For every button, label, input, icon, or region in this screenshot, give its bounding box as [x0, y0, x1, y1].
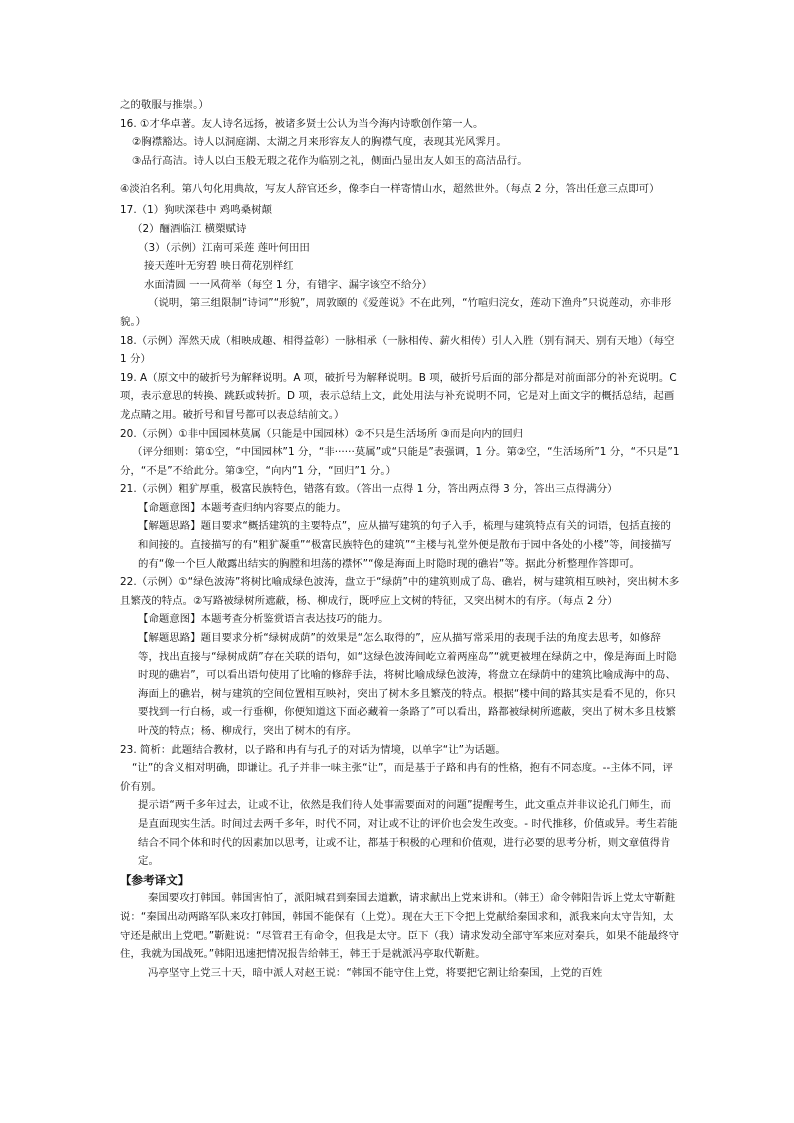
answer-21-approach: 【解题思路】题目要求“概括建筑的主要特点”，应从描写建筑的句子入手，梳理与建筑特点有关的词语，包括直接的和间接的。直接描写的有“粗犷凝重”“极富民族特色的建筑”“主楼与礼堂外便是散布于园中各处的小楼”等，间接描写的有“像一个巨人敞露出结实的胸膛和坦荡的襟怀”“像是海面上时隐时现的礁岩”等。据此分析整理作答即可。	[138, 520, 672, 570]
answer-17-3: （3）（示例）江南可采莲 莲叶何田田	[138, 241, 310, 254]
answer-22: 22.（示例）①“绿色波涛”将树比喻成绿色波涛，盘立于“绿荫”中的建筑则成了岛、礁岩，树与建筑相互映衬，突出树木多且繁茂的特点。②写路被绿树所遮蔽，杨、柳成行，既呼应上文树的特征，又突出树木的有序。（每点 2 分）	[120, 576, 680, 607]
answer-17-3-line2: 接天莲叶无穷碧 映日荷花别样红	[144, 260, 294, 273]
answer-16: 16. ①才华卓著。友人诗名远扬，被诸多贤士公认为当今海内诗歌创作第一人。	[120, 117, 484, 130]
answer-20-rubric: （评分细则：第①空，“中国园林”1 分，“非······莫属”或“只能是”表强调，1 分。第②空，“生活场所”1 分，“不只是”1 分，“不是”不给此分。第③空，“向内”1 分，“回归”1 分。）	[120, 446, 680, 477]
answer-21-intent: 【命题意图】本题考查归纳内容要点的能力。	[138, 501, 347, 514]
answer-17-3-line3: 水面清圆 一一风荷举（每空 1 分，有错字、漏字该空不给分）	[144, 278, 433, 291]
document-body	[120, 96, 680, 982]
answer-22-intent: 【命题意图】本题考查分析鉴赏语言表达技巧的能力。	[138, 613, 389, 626]
translation-paragraph-1: 秦国要攻打韩国。韩国害怕了，派阳城君到秦国去道歉，请求献出上党来讲和。（韩王）命令韩阳告诉上党太守靳黈说：“秦国出动两路军队来攻打韩国，韩国不能保有（上党）。现在大王下令把上党献给秦国求和，派我来向太守告知，太守还是献出上党吧。”靳黈说：“尽管君王有命令，但我是太守。臣下（我）请求发动全部守军来应对秦兵，如果不能最终守住，我就为国战死。”韩阳迅速把情况报告给韩王，韩王于是就派冯亭取代靳黈。	[120, 892, 680, 961]
answer-23-meaning: “让”的含义相对明确，即谦让。孔子并非一味主张“让”，而是基于子路和冉有的性格，抱有不同态度。--主体不同，评价有别。	[120, 762, 673, 793]
text-line: 之的敬服与推崇。）	[120, 99, 209, 111]
reference-translation-heading: 【参考译文】	[120, 872, 190, 887]
answer-17-note: （说明，第三组限制“诗词”“形貌”，周敦颐的《爱莲说》不在此列，“竹喧归浣女，莲动下渔舟”只说莲动，亦非形貌。）	[120, 297, 672, 328]
answer-17: 17.（1）狗吠深巷中 鸡鸣桑树颠	[120, 204, 272, 217]
answer-22-approach: 【解题思路】题目要求分析“绿树成荫”的效果是“怎么取得的”，应从描写常采用的表现手法的角度去思考，如修辞等，找出直接与“绿树成荫”存在关联的语句，如“这绿色波涛间屹立着两座岛”“就更被埋在绿荫之中，像是海面上时隐时现的礁岩”，可以看出语句使用了比喻的修辞手法，将树比喻成绿色波涛，将盘立在绿荫中的建筑比喻成海中的岛、海面上的礁岩，树与建筑的空间位置相互映衬，突出了树木多且繁茂的特点。根据“楼中间的路其实是看不见的，你只要找到一行白杨，或一行垂柳，你便知道这下面必藏着一条路了”可以看出，路都被绿树所遮蔽，突出了树木多且枝繁叶茂的特点；杨、柳成行，突出了树木的有序。	[138, 632, 677, 737]
answer-23-prompt: 提示语“两千多年过去，让或不让，依然是我们待人处事需要面对的问题”提醒考生，此文重点并非议论孔门师生，而是直面现实生活。时间过去两千多年，时代不同，对让或不让的评价也会发生改变。- 时代推移，价值或异。考生若能结合不同个体和时代的因素加以思考，让或不让，都基于积极的心理和价值观，进行必要的思考分析，则文章值得肯定。	[138, 799, 678, 868]
answer-18: 18.（示例）浑然天成（相映成趣、相得益彰）一脉相承（一脉相传、薪火相传）引人入胜（别有洞天、别有天地）（每空 1 分）	[120, 334, 675, 366]
answer-16-point-3: ③品行高洁。诗人以白玉般无瑕之花作为临别之礼，侧面凸显出友人如玉的高洁品行。	[132, 154, 528, 167]
answer-19: 19. A（原文中的破折号为解释说明。A 项，破折号为解释说明。B 项，破折号后面的部分都是对前面部分的补充说明。C 项，表示意思的转换、跳跃或转折。D 项，表示总结上文，此处用法与补充说明不同，它是对上面文字的概括总结，起画龙点睛之用。破折号和冒号都可以表总结前文。）	[120, 371, 677, 421]
answer-17-2: （2）酾酒临江 横槊赋诗	[132, 222, 247, 235]
answer-16-point-2: ②胸襟豁达。诗人以洞庭湖、太湖之月来形容友人的胸襟气度，表现其光风霁月。	[132, 136, 507, 149]
answer-16-point-4: ④淡泊名利。第八句化用典故，写友人辞官还乡，像李白一样寄情山水，超然世外。（每点 2 分，答出任意三点即可）	[120, 183, 660, 196]
answer-21: 21.（示例）粗犷厚重，极富民族特色，错落有致。（答出一点得 1 分，答出两点得 3 分，答出三点得满分）	[120, 483, 618, 496]
answer-20: 20.（示例）①非中国园林莫属（只能是中国园林）②不只是生活场所 ③而是向内的回归	[120, 427, 524, 440]
translation-paragraph-2: 冯亭坚守上党三十天，暗中派人对赵王说：“韩国不能守住上党，将要把它割让给秦国，上党的百姓	[148, 966, 603, 979]
answer-23: 23. 简析：此题结合教材，以子路和冉有与孔子的对话为情境，以单字“让”为话题。	[120, 743, 506, 756]
